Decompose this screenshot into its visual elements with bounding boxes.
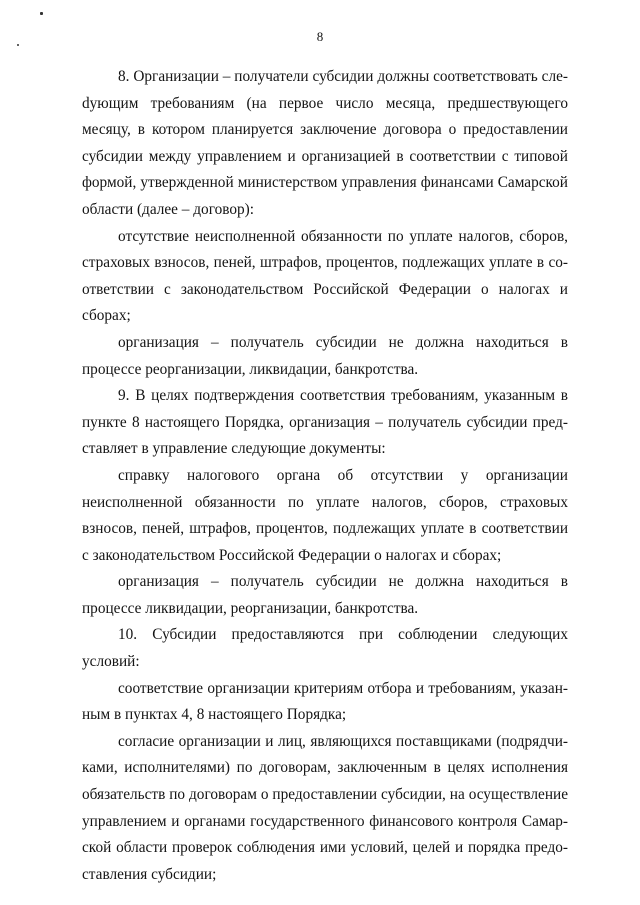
paragraph-criteria-compliance: соответствие организации критериям отбора и требованиям, указанным в пунктах 4, 8 настоящего Порядка; xyxy=(82,679,568,724)
paragraph-8-requirements: 8. Организации – получатели субсидии должны соответствовать слеdующим требованиям (на первое число месяца, предшествующего месяцу, в котором планируется заключение договора о предоставлении субсидии между управлением и организацией в соответствии с типовой формой, утвержденной министерством управления финансами Самарской области (далее – договор): xyxy=(82,68,568,218)
paragraph-9-documents: 9. В целях подтверждения соответствия требованиям, указанным в пункте 8 настоящего Порядка, организация – получатель субсидии представляет в управление следующие документы: xyxy=(82,387,568,458)
paragraph-inspection-consent: согласие организации и лиц, являющихся поставщиками (подрядчиками, исполнителями) по договорам, заключенным в целях исполнения обязательств по договорам о предоставлении субсидии, на осуществление управлением и органами государственного финансового контроля Самарской области проверок соблюдения ими условий, целей и порядка предоставления субсидии; xyxy=(82,732,568,883)
paragraph-no-liquidation: организация – получатель субсидии не должна находиться в процессе ликвидации, реорганизации, банкротства. xyxy=(82,573,568,617)
document-body xyxy=(82,64,568,888)
scan-speck xyxy=(40,12,43,15)
paragraph-no-reorganization: организация – получатель субсидии не должна находиться в процессе реорганизации, ликвидации, банкротства. xyxy=(82,333,568,378)
paragraph-no-tax-debt: отсутствие неисполненной обязанности по уплате налогов, сборов, страховых взносов, пеней, штрафов, процентов, подлежащих уплате в соответствии с законодательством Российской Федерации о налогах и сборах; xyxy=(82,227,568,325)
paragraph-tax-certificate: справку налогового органа об отсутствии у организации неисполненной обязанности по уплате налогов, сборов, страховых взносов, пеней, штрафов, процентов, подлежащих уплате в соответствии с законодательством Российской Федерации о налогах и сборах; xyxy=(82,466,568,564)
page-number: 8 xyxy=(316,29,324,44)
paragraph-10-conditions: 10. Субсидии предоставляются при соблюдении следующих условий: xyxy=(82,626,568,671)
